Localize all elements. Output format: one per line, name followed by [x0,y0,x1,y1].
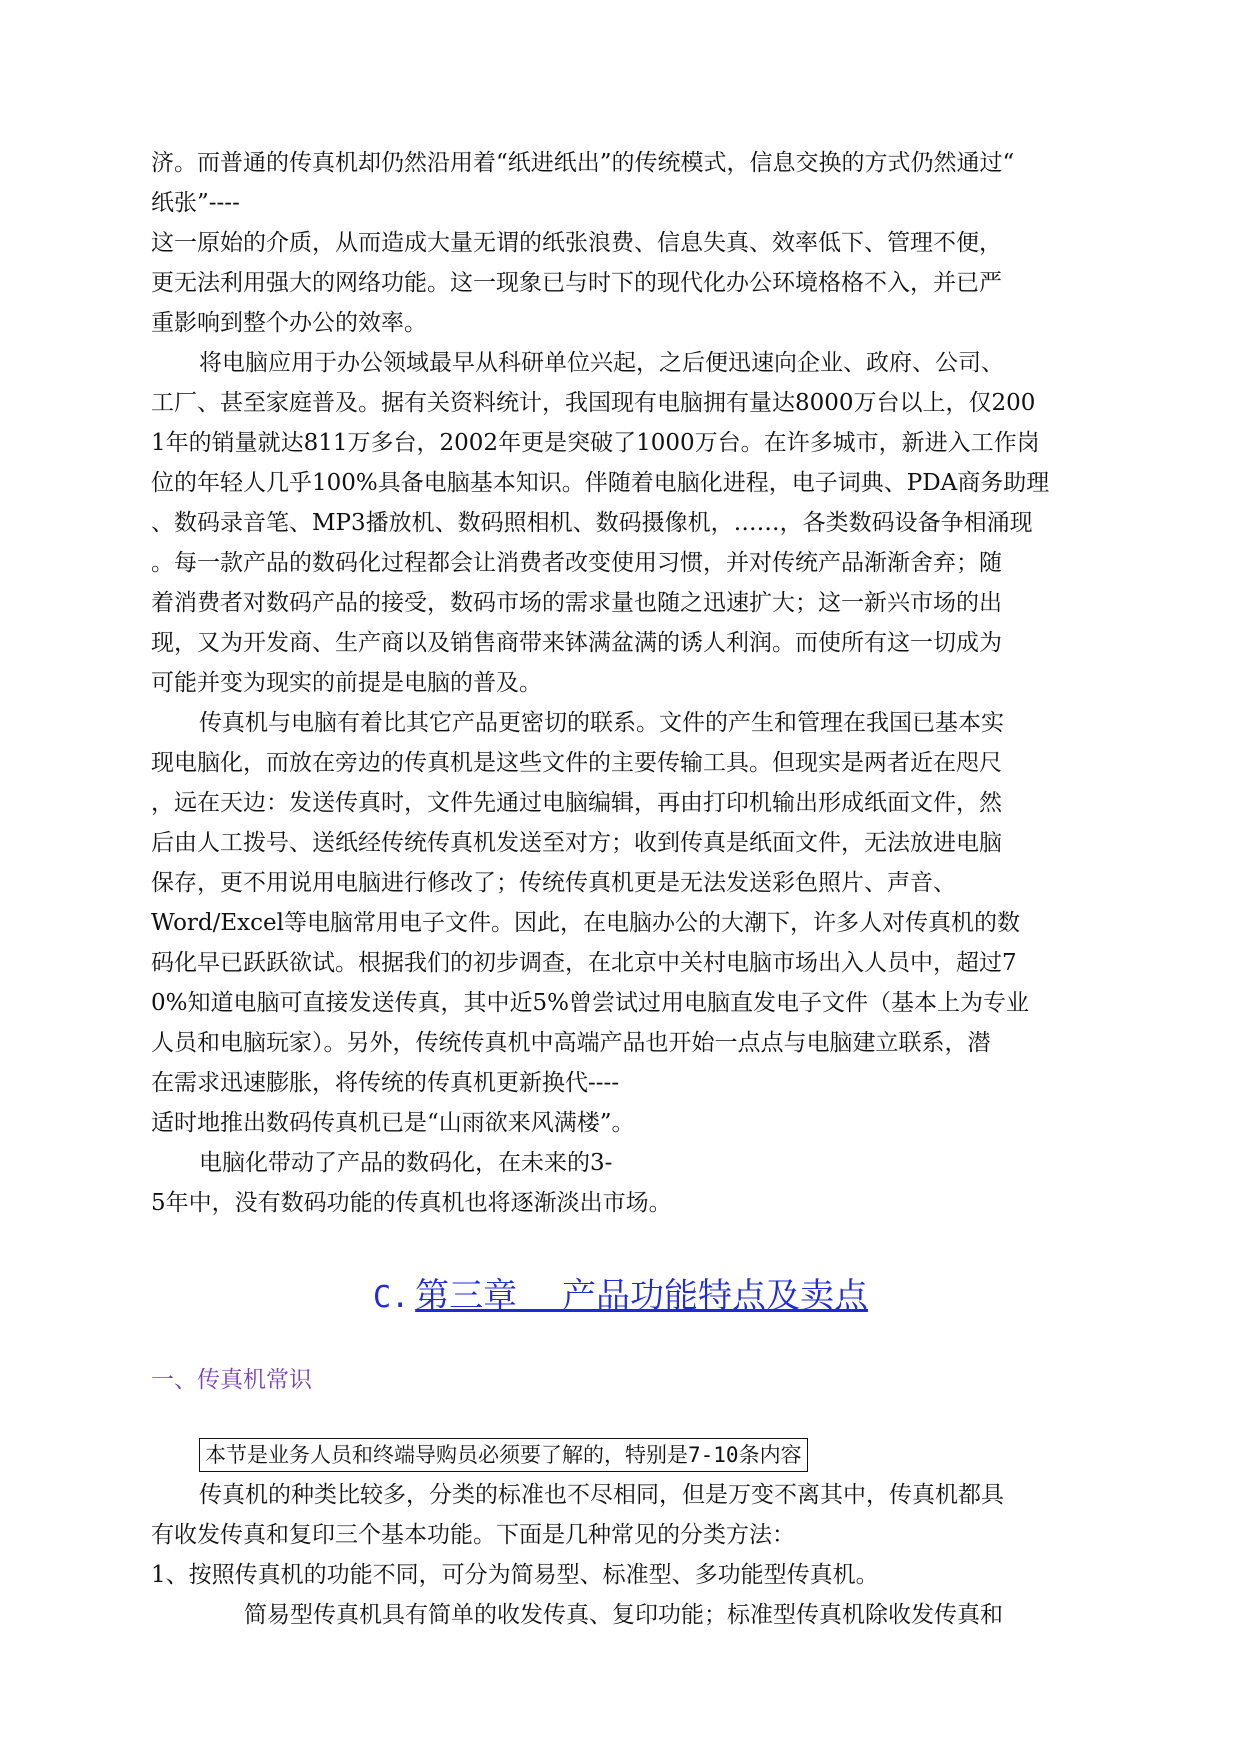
paragraph-line: 在需求迅速膨胀，将传统的传真机更新换代---- [151,1070,620,1096]
paragraph-line: 简易型传真机具有简单的收发传真、复印功能；标准型传真机除收发传真和 [244,1602,1003,1628]
paragraph-line: 5年中，没有数码功能的传真机也将逐渐淡出市场。 [151,1190,672,1216]
chapter-heading[interactable] [0,1273,1241,1321]
paragraph-line: 后由人工拨号、送纸经传统传真机发送至对方；收到传真是纸面文件，无法放进电脑 [151,830,1002,856]
paragraph-line: 有收发传真和复印三个基本功能。下面是几种常见的分类方法： [151,1522,795,1548]
paragraph-line: 、数码录音笔、MP3播放机、数码照相机、数码摄像机，……，各类数码设备争相涌现 [151,510,1033,536]
paragraph-line: 工厂、甚至家庭普及。据有关资料统计，我国现有电脑拥有量达8000万台以上，仅200 [151,390,1036,416]
paragraph-line: 现电脑化，而放在旁边的传真机是这些文件的主要传输工具。但现实是两者近在咫尺 [151,750,1002,776]
paragraph-line: 传真机的种类比较多，分类的标准也不尽相同，但是万变不离其中，传真机都具 [199,1482,1004,1508]
paragraph-line: 0%知道电脑可直接发送传真，其中近5%曾尝试过用电脑直发电子文件（基本上为专业 [151,990,1029,1016]
paragraph-line: 将电脑应用于办公领域最早从科研单位兴起，之后便迅速向企业、政府、公司、 [199,350,1004,376]
paragraph-line: 可能并变为现实的前提是电脑的普及。 [151,670,542,696]
chapter-title-link[interactable]: 第三章 产品功能特点及卖点 [415,1276,868,1316]
paragraph-line: 这一原始的介质，从而造成大量无谓的纸张浪费、信息失真、效率低下、管理不便， [151,230,1002,256]
paragraph-line: 现，又为开发商、生产商以及销售商带来钵满盆满的诱人利润。而使所有这一切成为 [151,630,1002,656]
paragraph-line: 济。而普通的传真机却仍然沿用着“纸进纸出”的传统模式，信息交换的方式仍然通过“ [151,150,1015,176]
paragraph-line: 更无法利用强大的网络功能。这一现象已与时下的现代化办公环境格格不入，并已严 [151,270,1002,296]
boxed-note: 本节是业务人员和终端导购员必须要了解的，特别是7-10条内容 [199,1438,808,1472]
paragraph-line: 位的年轻人几乎100%具备电脑基本知识。伴随着电脑化进程，电子词典、PDA商务助理 [151,470,1050,496]
paragraph-line: 。每一款产品的数码化过程都会让消费者改变使用习惯，并对传统产品渐渐舍弃；随 [151,550,1002,576]
paragraph-line: Word/Excel等电脑常用电子文件。因此，在电脑办公的大潮下，许多人对传真机的数 [151,910,1021,936]
paragraph-line: 纸张”---- [151,190,240,216]
chapter-number: C. [373,1280,410,1315]
paragraph-line: 着消费者对数码产品的接受，数码市场的需求量也随之迅速扩大；这一新兴市场的出 [151,590,1002,616]
paragraph-line: 适时地推出数码传真机已是“山雨欲来风满楼”。 [151,1110,635,1136]
paragraph-line: 1年的销量就达811万多台，2002年更是突破了1000万台。在许多城市，新进入工作岗 [151,430,1040,456]
paragraph-line: 电脑化带动了产品的数码化，在未来的3- [199,1150,613,1176]
paragraph-line: ，远在天边：发送传真时，文件先通过电脑编辑，再由打印机输出形成纸面文件，然 [151,790,1002,816]
paragraph-line: 重影响到整个办公的效率。 [151,310,427,336]
section-heading: 一、传真机常识 [151,1367,312,1393]
paragraph-line: 人员和电脑玩家）。另外，传统传真机中高端产品也开始一点点与电脑建立联系，潜 [151,1030,991,1056]
paragraph-line: 传真机与电脑有着比其它产品更密切的联系。文件的产生和管理在我国已基本实 [199,710,1004,736]
list-item: 1、按照传真机的功能不同，可分为简易型、标准型、多功能型传真机。 [151,1562,879,1588]
paragraph-line: 保存，更不用说用电脑进行修改了；传统传真机更是无法发送彩色照片、声音、 [151,870,956,896]
paragraph-line: 码化早已跃跃欲试。根据我们的初步调查，在北京中关村电脑市场出入人员中，超过7 [151,950,1017,976]
